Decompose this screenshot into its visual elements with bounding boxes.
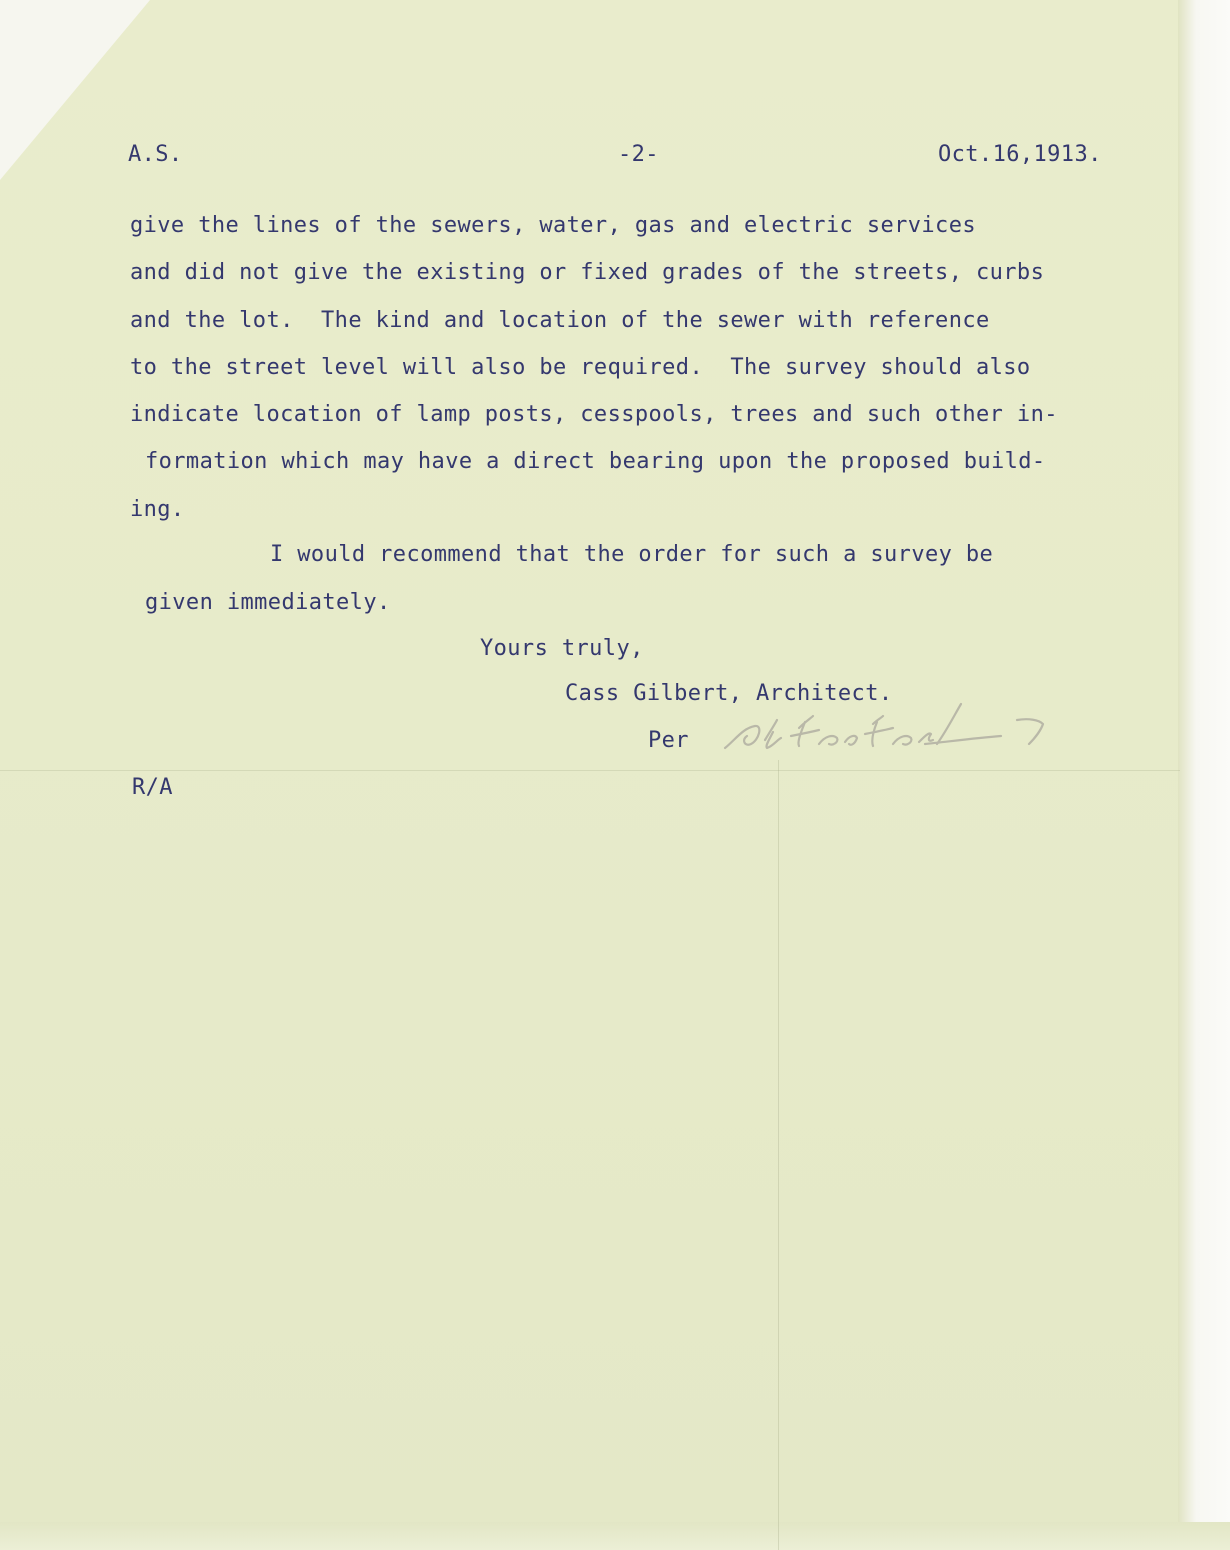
per-label: Per bbox=[648, 728, 689, 753]
body-line: ing. bbox=[130, 497, 185, 522]
paper-fold-line bbox=[778, 760, 779, 1550]
body-line: I would recommend that the order for such a survey be bbox=[270, 542, 994, 567]
page-number: -2- bbox=[618, 142, 659, 167]
body-line: to the street level will also be required. The survey should also bbox=[130, 355, 1031, 380]
letter-date: Oct.16,1913. bbox=[938, 142, 1102, 167]
body-line: and did not give the existing or fixed grades of the streets, curbs bbox=[130, 260, 1045, 285]
body-line: given immediately. bbox=[145, 590, 391, 615]
page-bottom-edge bbox=[0, 1522, 1230, 1550]
reference-initials: R/A bbox=[132, 775, 173, 800]
body-line: formation which may have a direct bearing upon the proposed build- bbox=[145, 449, 1046, 474]
body-line: give the lines of the sewers, water, gas and electric services bbox=[130, 213, 976, 238]
body-line: and the lot. The kind and location of the sewer with reference bbox=[130, 308, 990, 333]
page-edge bbox=[1178, 0, 1230, 1550]
paper-fold-line bbox=[0, 770, 1180, 771]
body-line: indicate location of lamp posts, cesspools, trees and such other in- bbox=[130, 402, 1058, 427]
closing-salutation: Yours truly, bbox=[480, 636, 644, 661]
signatory-name: Cass Gilbert, Architect. bbox=[565, 681, 893, 706]
handwritten-signature bbox=[715, 700, 1055, 770]
addressee-initials: A.S. bbox=[128, 142, 183, 167]
